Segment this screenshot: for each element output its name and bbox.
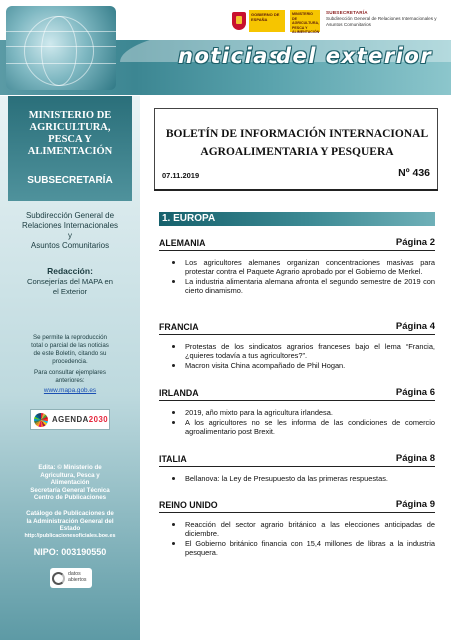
ministry-logo-text: MINISTERIO DE AGRICULTURA, PESCA Y ALIMENTACIÓN [292, 12, 320, 35]
title-del-exterior: del exterior [276, 44, 433, 68]
bulletin-title: BOLETÍN DE INFORMACIÓN INTERNACIONAL AGROALIMENTARIA Y PESQUERA [165, 128, 429, 158]
country-irlanda [159, 388, 435, 437]
datos-abiertos-text: datos abiertos [68, 571, 87, 583]
country-name: ALEMANIA [159, 238, 206, 248]
gov-logo-text: GOBIERNO DE ESPAÑA [251, 12, 280, 22]
country-header [159, 238, 435, 251]
government-logo [232, 10, 286, 32]
section-europa: 1. EUROPA [159, 212, 435, 226]
agenda-year: 2030 [88, 415, 109, 424]
country-header [159, 500, 435, 513]
datos-abiertos-logo [50, 568, 92, 588]
page-ref[interactable]: Página 2 [395, 237, 435, 248]
sub-label-body: Subdirección General de Relaciones Internacionales y Asuntos Comunitarios [326, 16, 437, 27]
news-item: 2019, año mixto para la agricultura irlandesa. [172, 408, 435, 417]
country-alemania [159, 238, 435, 296]
country-name: ITALIA [159, 454, 187, 464]
news-item: El Gobierno británico financia con 15,4 millones de libras a la industria pesquera. [172, 539, 435, 557]
publications-link[interactable]: http://publicacionesoficiales.boe.es [24, 533, 116, 539]
country-header [159, 388, 435, 401]
ministry-box [8, 96, 132, 201]
news-item: Los agricultores alemanes organizan concentraciones masivas para protestar contra el Paquete Agrario aprobado por el Gobierno de Merkel. [172, 258, 435, 276]
page-ref[interactable]: Página 6 [395, 387, 435, 398]
redaccion-body: Consejerías del MAPA en el Exterior [27, 277, 113, 296]
edita-text: Edita: © Ministerio de Agricultura, Pesca y Alimentación Secretaría General Técnica Centro de Publicaciones [30, 464, 110, 502]
subsecretaria-heading: SUBSECRETARÍA [27, 175, 113, 186]
reproduction-notice: Se permite la reproducción total o parcial de las noticias de este Boletín, citando su procedencia. [31, 334, 109, 365]
sub-label-title: SUBSECRETARÍA [326, 10, 368, 15]
catalog-text: Catálogo de Publicaciones de la Administración General del Estado [26, 510, 114, 533]
bulletin-rule [154, 189, 438, 191]
mapa-link[interactable]: www.mapa.gob.es [43, 387, 97, 394]
news-list [159, 474, 435, 483]
news-list [159, 342, 435, 370]
ministry-logo [290, 10, 320, 35]
country-name: IRLANDA [159, 388, 199, 398]
page-ref[interactable]: Página 8 [395, 453, 435, 464]
subdireccion-text: Subdirección General de Relaciones Internacionales y Asuntos Comunitarios [21, 211, 119, 250]
country-header [159, 322, 435, 335]
agenda-2030-badge [30, 409, 110, 430]
title-noticias: noticias [178, 44, 283, 68]
ministry-name: MINISTERIO DE AGRICULTURA, PESCA Y ALIMENTACIÓN [27, 110, 113, 157]
country-italia [159, 454, 435, 484]
news-list [159, 408, 435, 436]
header-banner [0, 0, 451, 95]
nipo-code: NIPO: 003190550 [33, 547, 107, 557]
sidebar [0, 96, 140, 640]
country-name: REINO UNIDO [159, 500, 218, 510]
consult-text: Para consultar ejemplares anteriores: [34, 369, 106, 384]
news-item: Bellanova: la Ley de Presupuesto da las primeras respuestas. [172, 474, 435, 483]
news-list [159, 520, 435, 557]
page-ref[interactable]: Página 4 [395, 321, 435, 332]
news-item: Macron visita China acompañado de Phil Hogan. [172, 361, 435, 370]
sdg-wheel-icon [34, 413, 48, 427]
agenda-word: AGENDA [52, 415, 89, 424]
country-header [159, 454, 435, 467]
news-item: Reacción del sector agrario británico a las elecciones anticipadas de diciembre. [172, 520, 435, 538]
country-francia [159, 322, 435, 371]
country-reino-unido [159, 500, 435, 558]
bulletin-header [154, 108, 438, 190]
globe-icon [6, 6, 116, 90]
country-name: FRANCIA [159, 322, 199, 332]
news-item: Protestas de los sindicatos agrarios franceses bajo el lema “Francia, ¿quieres todavía a tus agricultores?”. [172, 342, 435, 360]
bulletin-date: 07.11.2019 [162, 171, 200, 180]
page-ref[interactable]: Página 9 [395, 499, 435, 510]
news-item: A los agricultores no se les informa de las condiciones de comercio agroalimentario post Brexit. [172, 418, 435, 436]
redaccion-title: Redacción: [47, 266, 93, 276]
news-item: La industria alimentaria alemana afronta el segundo semestre de 2019 con cierto dinamismo. [172, 277, 435, 295]
open-data-icon [52, 572, 65, 585]
subsecretaria-label [326, 10, 448, 28]
news-list [159, 258, 435, 295]
bulletin-number: Nº 436 [398, 167, 430, 179]
coat-of-arms-icon [232, 12, 246, 30]
